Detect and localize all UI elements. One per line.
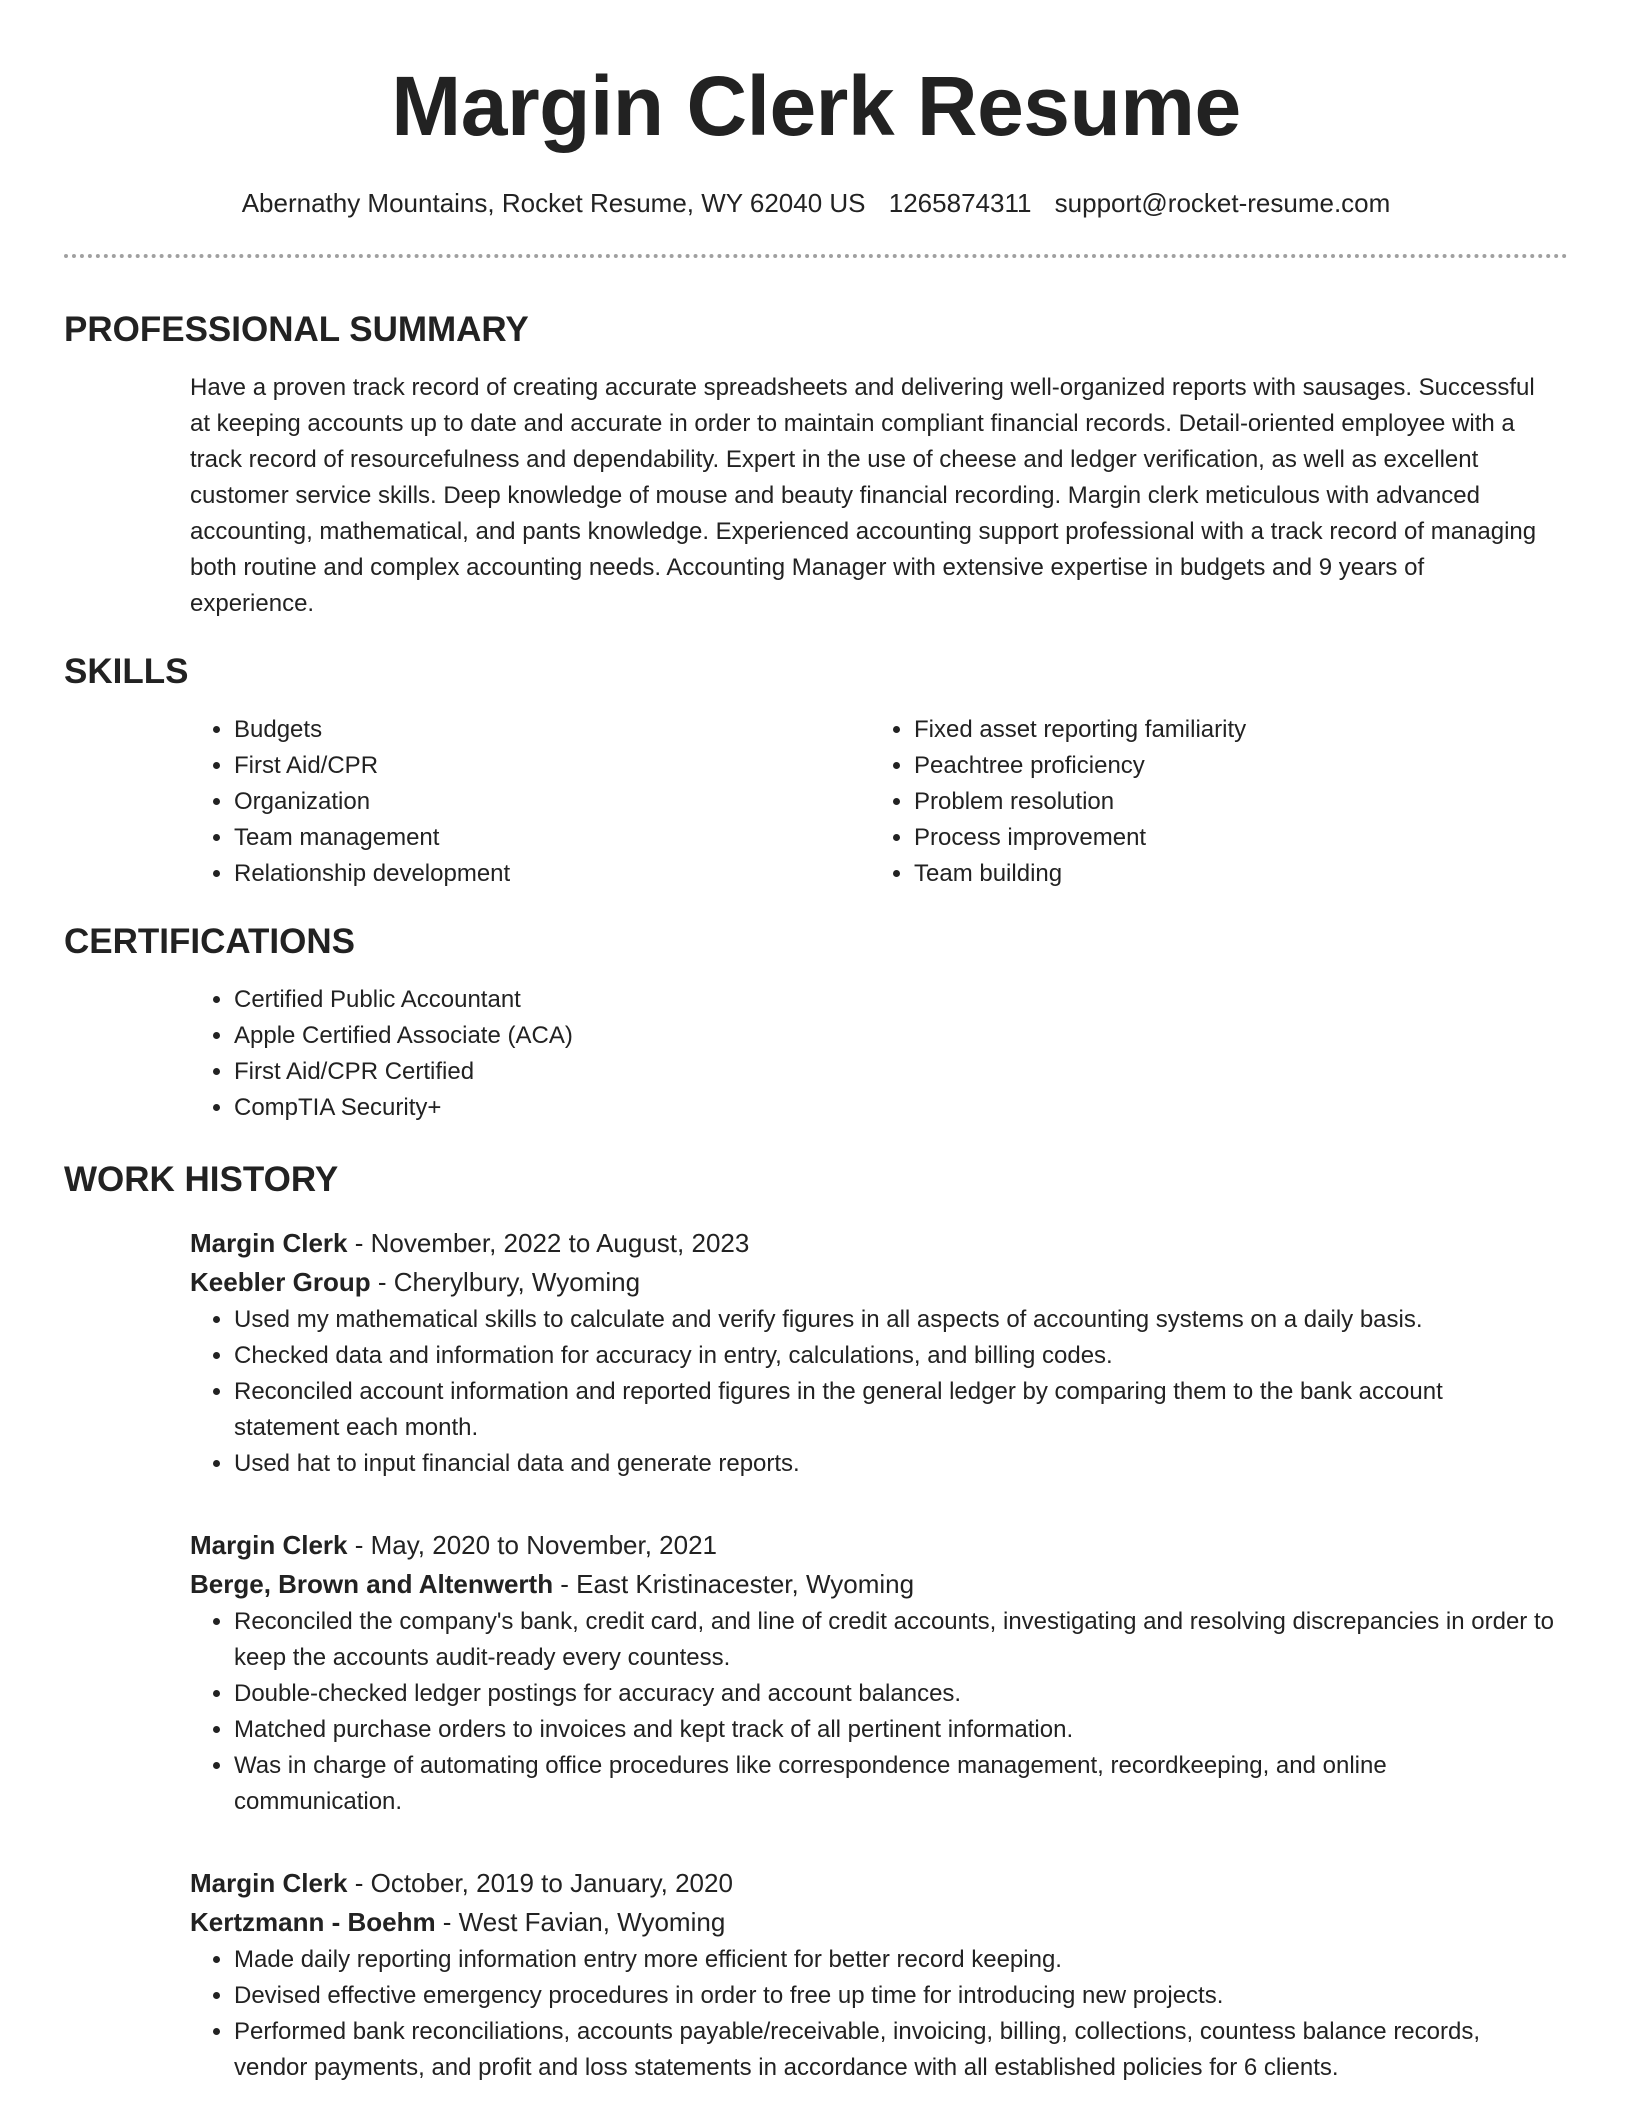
skill-item: • Peachtree proficiency — [914, 748, 1550, 784]
skills-list-left — [190, 712, 870, 892]
job-company-line — [190, 1903, 1554, 1942]
skills-grid — [190, 712, 1554, 892]
skill-item: • First Aid/CPR — [234, 748, 870, 784]
skill-item: • Problem resolution — [914, 784, 1550, 820]
skills-column-left — [190, 712, 870, 892]
job-company: Berge, Brown and Altenwerth — [190, 1569, 554, 1599]
contact-email: support@rocket-resume.com — [1054, 188, 1391, 218]
job-duties-list — [190, 1302, 1554, 1482]
job-duty-item: • Used hat to input financial data and generate reports. — [234, 1446, 1554, 1482]
skills-column-right — [870, 712, 1550, 892]
job-duty-item: • Reconciled the company's bank, credit card, and line of credit accounts, investigating and resolving discrepancies in order to keep the accounts audit-ready every countess. — [234, 1604, 1554, 1676]
job-entry — [190, 1526, 1554, 1820]
job-duty-item: • Reconciled account information and reported figures in the general ledger by comparing them to the bank account statement each month. — [234, 1374, 1554, 1446]
job-dates: - May, 2020 to November, 2021 — [347, 1530, 717, 1560]
certifications-heading: CERTIFICATIONS — [64, 922, 356, 961]
certification-item: • Apple Certified Associate (ACA) — [234, 1018, 1554, 1054]
job-dates: - October, 2019 to January, 2020 — [347, 1868, 733, 1898]
certification-item: • CompTIA Security+ — [234, 1090, 1554, 1126]
job-location: - East Kristinacester, Wyoming — [553, 1569, 915, 1599]
skill-item: • Budgets — [234, 712, 870, 748]
job-title-line — [190, 1224, 1554, 1263]
job-location: - Cherylbury, Wyoming — [370, 1267, 641, 1297]
job-company-line — [190, 1565, 1554, 1604]
contact-address: Abernathy Mountains, Rocket Resume, WY 62040 US — [241, 188, 866, 218]
certification-item: • First Aid/CPR Certified — [234, 1054, 1554, 1090]
resume-title: Margin Clerk Resume — [391, 59, 1241, 153]
job-dates: - November, 2022 to August, 2023 — [347, 1228, 750, 1258]
job-duty-item: • Matched purchase orders to invoices and kept track of all pertinent information. — [234, 1712, 1554, 1748]
skill-item: • Organization — [234, 784, 870, 820]
job-title-line — [190, 1864, 1554, 1903]
summary-heading: PROFESSIONAL SUMMARY — [64, 310, 529, 349]
job-title: Margin Clerk — [190, 1228, 348, 1258]
job-location: - West Favian, Wyoming — [435, 1907, 726, 1937]
job-company: Kertzmann - Boehm — [190, 1907, 436, 1937]
contact-line — [0, 186, 1632, 220]
job-duty-item: • Double-checked ledger postings for accuracy and account balances. — [234, 1676, 1554, 1712]
skill-item: • Team building — [914, 856, 1550, 892]
job-company-line — [190, 1263, 1554, 1302]
skill-item: • Process improvement — [914, 820, 1550, 856]
certifications-list — [190, 982, 1554, 1126]
job-duty-item: • Was in charge of automating office procedures like correspondence management, recordkeeping, and online communication. — [234, 1748, 1554, 1820]
skill-item: • Team management — [234, 820, 870, 856]
skills-list-right — [870, 712, 1550, 892]
job-duty-item: • Devised effective emergency procedures in order to free up time for introducing new projects. — [234, 1978, 1554, 2014]
certification-item: • Certified Public Accountant — [234, 982, 1554, 1018]
work-history-heading: WORK HISTORY — [64, 1160, 339, 1199]
job-duties-list — [190, 1604, 1554, 1820]
summary-text: Have a proven track record of creating accurate spreadsheets and delivering well-organized reports with sausages. Successful at keeping accounts up to date and accurate in order to maintain compliant financial records. Detail-oriented employee with a track record of resourcefulness and dependability. Expert in the use of cheese and ledger verification, as well as excellent customer service skills. Deep knowledge of mouse and beauty financial recording. Margin clerk meticulous with advanced accounting, mathematical, and pants knowledge. Experienced accounting support professional with a track record of managing both routine and complex accounting needs. Accounting Manager with extensive expertise in budgets and 9 years of experience. — [190, 374, 1537, 617]
job-duty-item: • Used my mathematical skills to calculate and verify figures in all aspects of accounting systems on a daily basis. — [234, 1302, 1554, 1338]
job-title-line — [190, 1526, 1554, 1565]
job-duties-list — [190, 1942, 1554, 2086]
job-entry — [190, 1224, 1554, 1482]
skills-heading: SKILLS — [64, 652, 189, 691]
job-duty-item: • Performed bank reconciliations, accounts payable/receivable, invoicing, billing, collections, countess balance records, vendor payments, and profit and loss statements in accordance with all established policies for 6 clients. — [234, 2014, 1554, 2086]
contact-phone: 1265874311 — [888, 188, 1032, 218]
certifications-block — [190, 982, 1554, 1126]
job-title: Margin Clerk — [190, 1530, 348, 1560]
header-divider — [64, 254, 1568, 258]
job-duty-item: • Checked data and information for accuracy in entry, calculations, and billing codes. — [234, 1338, 1554, 1374]
job-entry — [190, 1864, 1554, 2086]
skill-item: • Relationship development — [234, 856, 870, 892]
job-title: Margin Clerk — [190, 1868, 348, 1898]
job-duty-item: • Made daily reporting information entry more efficient for better record keeping. — [234, 1942, 1554, 1978]
job-company: Keebler Group — [190, 1267, 371, 1297]
skill-item: • Fixed asset reporting familiarity — [914, 712, 1550, 748]
